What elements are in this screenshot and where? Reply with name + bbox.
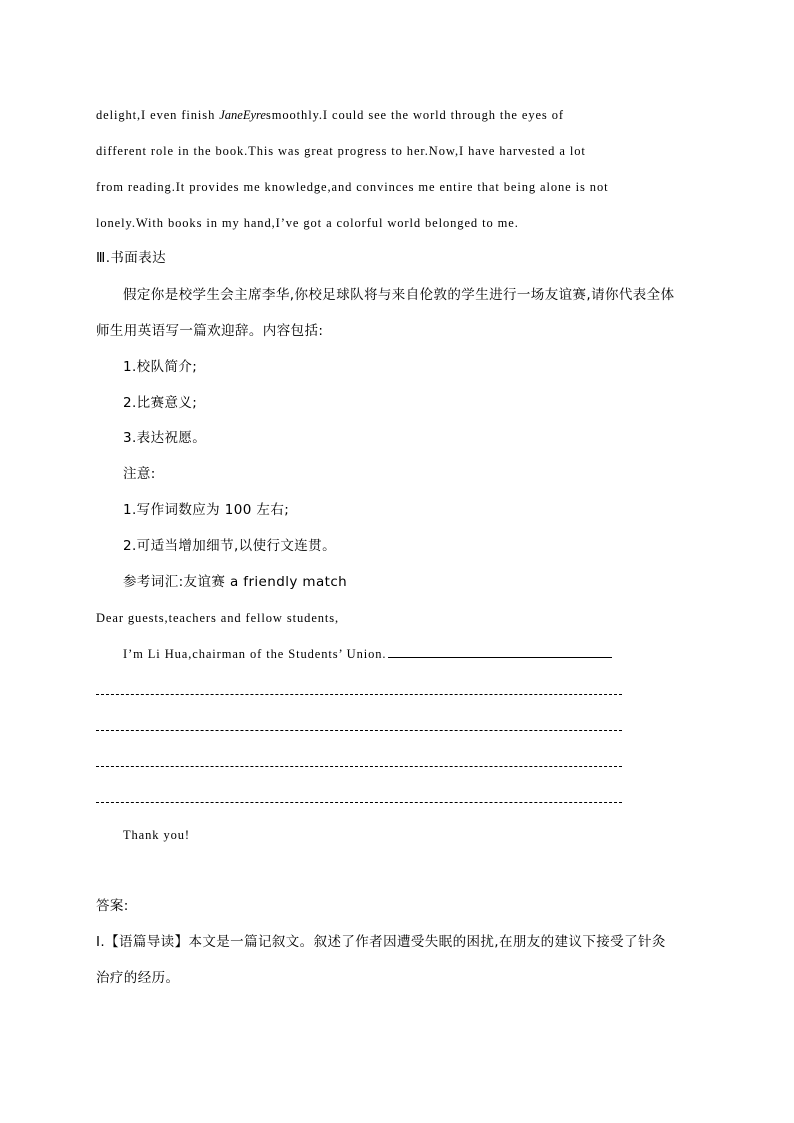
prompt-line-2: 师生用英语写一篇欢迎辞。内容包括:	[96, 323, 324, 339]
opening-text: I’m Li Hua,chairman of the Students’ Union.	[123, 647, 387, 661]
answer-line-2: 治疗的经历。	[96, 970, 180, 986]
passage-line-1-start: delight,I even finish	[96, 108, 220, 122]
passage-line-2: different role in the book.This was great progress to her.Now,I have harvested a lot	[96, 144, 586, 158]
section-heading: Ⅲ.书面表达	[96, 250, 166, 266]
content-item: 3.表达祝愿。	[123, 430, 207, 446]
answer-blank[interactable]	[96, 730, 622, 731]
answer-blank[interactable]	[96, 802, 622, 803]
passage-line-4: lonely.With books in my hand,I’ve got a colorful world belonged to me.	[96, 216, 519, 230]
content-item: 2.比赛意义;	[123, 395, 198, 411]
prompt-line-1: 假定你是校学生会主席李华,你校足球队将与来自伦敦的学生进行一场友谊赛,请你代表全体	[123, 287, 675, 303]
answer-blank[interactable]	[388, 647, 612, 658]
answer-line-1: Ⅰ.【语篇导读】本文是一篇记叙文。叙述了作者因遭受失眠的困扰,在朋友的建议下接受了针灸	[96, 934, 666, 950]
content-item: 1.校队简介;	[123, 359, 198, 375]
answer-blank[interactable]	[96, 694, 622, 695]
note-item: 2.可适当增加细节,以使行文连贯。	[123, 538, 336, 554]
answer-blank[interactable]	[96, 766, 622, 767]
vocab-hint: 参考词汇:友谊赛 a friendly match	[123, 574, 348, 590]
note-heading: 注意:	[123, 466, 156, 482]
passage-line-1-end: smoothly.I could see the world through the eyes of	[265, 108, 564, 122]
note-item: 1.写作词数应为 100 左右;	[123, 502, 290, 518]
salutation: Dear guests,teachers and fellow students,	[96, 611, 340, 625]
book-title: JaneEyre	[219, 108, 266, 122]
passage-line-3: from reading.It provides me knowledge,and convinces me entire that being alone is not	[96, 180, 609, 194]
opening-line	[123, 646, 612, 662]
answers-heading: 答案:	[96, 898, 129, 914]
passage-line-1	[96, 107, 564, 123]
closing: Thank you!	[123, 828, 190, 842]
